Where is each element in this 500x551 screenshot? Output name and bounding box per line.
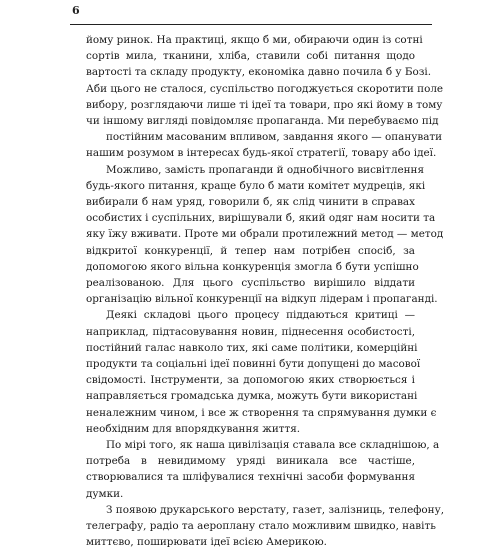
text-line: відкритої конкуренції, й тепер нам потрібен спосіб, за — [86, 244, 415, 257]
text-line: організацію вільної конкуренції на відкуп лідерам і пропаганді. — [86, 293, 438, 306]
text-line: йому ринок. На практиці, якщо б ми, обираючи один із сотні — [86, 34, 423, 46]
paragraph-1 — [86, 32, 444, 162]
text-line: нашим розумом в інтересах будь-якої стратегії, товару або ідеї. — [86, 147, 437, 160]
text-line: неналежним чином, і все ж створення та спрямування думки є — [86, 406, 437, 419]
text-line: будь-якого питання, краще було б мати комітет мудреців, які — [86, 179, 426, 192]
text-line: створювалися та шліфувалися технічні засоби формування — [86, 471, 415, 484]
text-line: допомогою якого вільна конкуренція змогла б бути успішно — [86, 260, 419, 273]
text-line: сортів мила, тканини, хліба, ставили собі питання щодо — [86, 50, 415, 63]
page-number: 6 — [72, 4, 80, 17]
text-line: чи іншому вигляді повідомляє пропаганда. Ми перебуваємо під — [86, 115, 439, 128]
page-body — [86, 32, 445, 551]
text-line: По мірі того, як наша цивілізація ставала все складнішою, а — [106, 439, 440, 452]
paragraph-3 — [86, 307, 437, 437]
text-line: направляється громадська думка, можуть бути використані — [86, 390, 418, 403]
text-line: Можливо, замість пропаганди й однобічного висвітлення — [106, 163, 424, 176]
text-line: вибирали б нам уряд, говорили б, як слід чинити в справах — [86, 196, 415, 209]
text-line: постійним масованим впливом, завдання якого — опанувати — [106, 131, 443, 144]
text-line: потреба в невидимому уряді виникала все частіше, — [86, 455, 415, 468]
text-line: телеграфу, радіо та аероплану стало можливим швидко, навіть — [86, 520, 436, 533]
text-line: необхідним для впорядкування життя. — [86, 422, 301, 435]
text-line: вартості та складу продукту, економіка давно почила б у Бозі. — [86, 66, 432, 79]
text-line: свідомості. Інструменти, за допомогою яких створюється і — [86, 374, 415, 387]
page-header — [70, 0, 432, 25]
text-line: Деякі складові цього процесу піддаються критиці — — [106, 309, 415, 322]
text-line: З появою друкарського верстату, газет, залізниць, телефону, — [106, 503, 445, 516]
paragraph-4 — [86, 437, 440, 502]
text-line: продукти та соціальні ідеї повинні бути допущені до масової — [86, 358, 421, 371]
paragraph-2 — [86, 162, 444, 308]
text-line: постійний галас навколо тих, які саме політики, комерційні — [86, 341, 418, 354]
text-line: наприклад, підтасовування новин, піднесення особистості, — [86, 325, 415, 338]
text-line: вибору, розглядаючи лише ті ідеї та товари, про які йому в тому — [86, 98, 443, 111]
text-line: реалізованою. Для цього суспільство вирішило віддати — [86, 277, 415, 290]
text-line: думки. — [86, 487, 124, 500]
text-line: особистих і суспільних, вирішували б, який одяг нам носити та — [86, 212, 436, 225]
text-line: миттєво, поширювати ідеї всією Америкою. — [86, 536, 327, 549]
text-line: яку їжу вживати. Проте ми обрали протилежний метод — метод — [86, 228, 444, 241]
text-line: Аби цього не сталося, суспільство погоджується скоротити поле — [86, 82, 444, 95]
paragraph-5 — [86, 502, 445, 551]
